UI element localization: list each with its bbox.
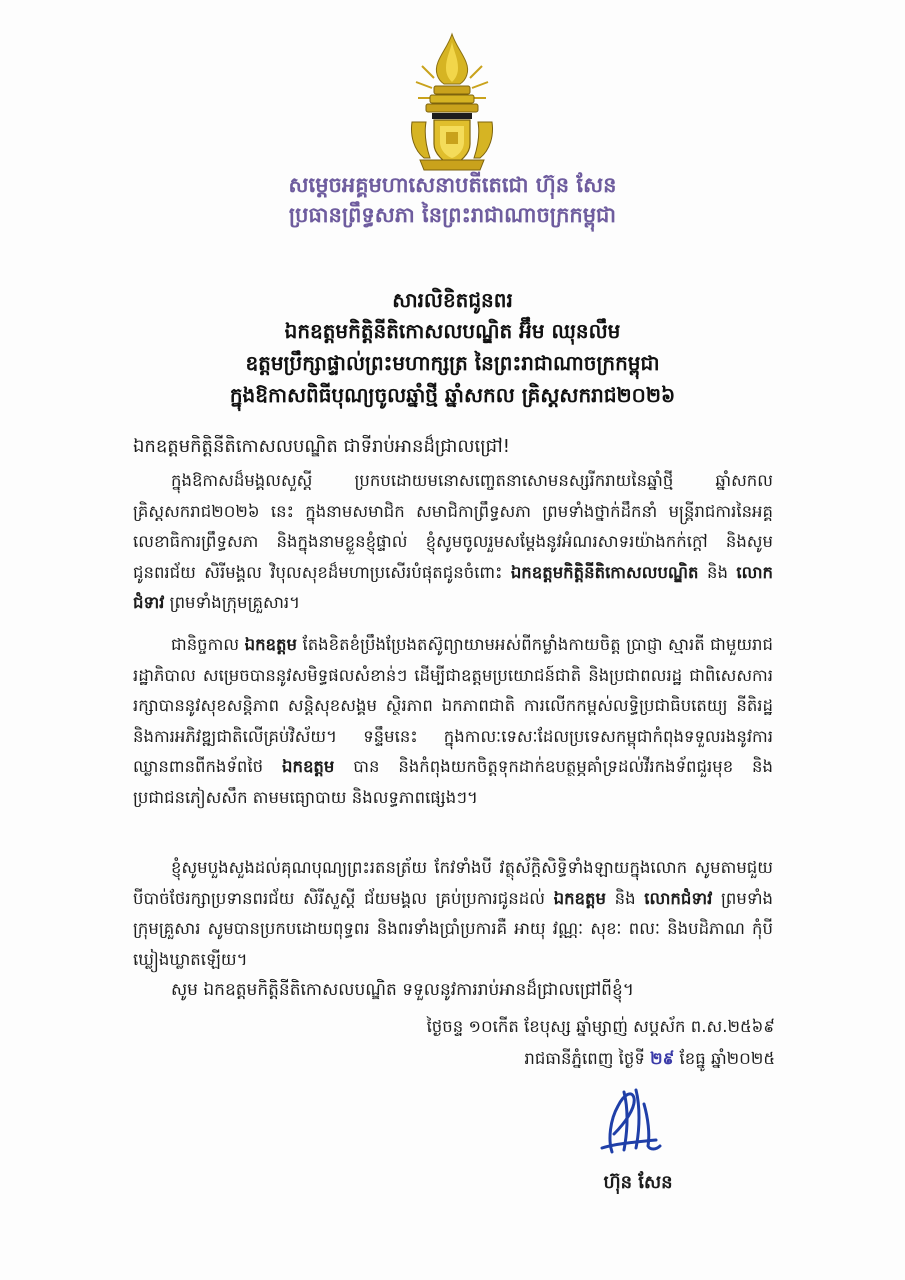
place-date-prefix: រាជធានីភ្នំពេញ ថ្ងៃទី [524,1049,645,1068]
paragraph-2-text-b: តែងខិតខំប្រឹងប្រែងតស៊ូព្យាយាមអស់ពីកម្លាំងកាយចិត្ត ប្រាជ្ញា ស្មារតី ជាមួយរាជរដ្ឋាភិបាល សម្រេចបាននូវសមិទ្ធផលសំខាន់ៗ ដើម្បីជាឧត្តមប្រយោជន៍ជាតិ និងប្រជាពលរដ្ឋ ជាពិសេសការរក្សាបាននូវសុខសន្តិភាព សន្តិសុខសង្គម ស្ថិរភាព ឯកភាពជាតិ ការលើកកម្ពស់លទ្ធិប្រជាធិបតេយ្យ នីតិរដ្ឋ និងការអភិវឌ្ឍជាតិលើគ្រប់វិស័យ។ ទន្ទឹមនេះ ក្នុងកាលៈទេសៈដែលប្រទេសកម្ពុជាកំពុងទទួលរងនូវការឈ្លានពានពីកងទ័ពថៃ [133,635,774,776]
place-date-day: ២៩ [650,1049,675,1068]
paragraph-2-bold-a: ឯកឧត្តម [244,635,297,654]
paragraph-3-text-b: និង [614,888,636,908]
recipient-name: ឯកឧត្តមកិត្តិនីតិកោសលបណ្ឌិត អ៊ឹម ឈុនលឹម [284,319,621,343]
place-date [524,1044,775,1074]
paragraph-3-bold-b: លោកជំទាវ [644,888,713,908]
closing-line: សូម ឯកឧត្តមកិត្តិនីតិកោសលបណ្ឌិត ទទួលនូវការរាប់អានដ៏ជ្រាលជ្រៅពីខ្ញុំ។ [171,980,634,1000]
salutation: ឯកឧត្តមកិត្តិនីតិកោសលបណ្ឌិត ជាទីរាប់អានដ៏ជ្រាលជ្រៅ! [133,436,510,457]
letter-title: សារលិខិតជូនពរ [392,288,513,312]
occasion-line: ក្នុងឱកាសពិធីបុណ្យចូលឆ្នាំថ្មី ឆ្នាំសកល គ្រិស្តសករាជ២០២៦ [229,383,676,407]
sender-name: សម្ដេចអគ្គមហាសេនាបតីតេជោ ហ៊ុន សែន [288,173,617,197]
paragraph-1-text-c: ព្រមទាំងក្រុមគ្រួសារ។ [169,593,301,612]
paragraph-3-text-a: ខ្ញុំសូមបួងសួងដល់គុណបុណ្យព្រះរតនត្រ័យ កែវទាំងបី វត្ថុស័ក្ដិសិទ្ធិទាំងឡាយក្នុងលោក សូមតាមជួយបីបាច់ថែរក្សាប្រទានពរជ័យ សិរីសួស្ដី ជ័យមង្គល គ្រប់ប្រការជូនដល់ [133,858,773,908]
paragraph-1-text-b: និង [706,562,728,582]
lunar-date: ថ្ងៃចន្ទ ១០កើត ខែបុស្ស ឆ្នាំម្សាញ់ សប្តស័ក ព.ស.២៥៦៩ [426,1017,775,1036]
sender-title: ប្រធានព្រឹទ្ធសភា នៃព្រះរាជាណាចក្រកម្ពុជា [288,203,617,227]
signer-name: ហ៊ុន សែន [603,1172,673,1193]
paragraph-3 [133,853,773,975]
paragraph-2-text-a: ជានិច្ចកាល [171,635,240,654]
paragraph-1-bold-a: ឯកឧត្តមកិត្តិនីតិកោសលបណ្ឌិត [510,562,699,582]
royal-emblem-icon [404,32,500,172]
handwritten-signature [594,1084,666,1158]
paragraph-2 [133,630,773,813]
paragraph-2-bold-b: ឯកឧត្តម [282,757,335,776]
paragraph-1-text-a: ក្នុងឱកាសដ៏មង្គលសួស្ដី ប្រកបដោយមនោសញ្ចេតនាសោមនស្សរីករាយនៃឆ្នាំថ្មី ឆ្នាំសកល គ្រិស្តសករាជ២០២៦ នេះ ក្នុងនាមសមាជិក សមាជិកាព្រឹទ្ធសភា ព្រមទាំងថ្នាក់ដឹកនាំ មន្ត្រីរាជការនៃអគ្គលេខាធិការព្រឹទ្ធសភា និងក្នុងនាមខ្លួនខ្ញុំផ្ទាល់ ខ្ញុំសូមចូលរួមសម្ដែងនូវអំណរសាទរយ៉ាងកក់ក្ដៅ និងសូមជូនពរជ័យ សិរីមង្គល វិបុលសុខដ៏មហាប្រសើរបំផុតជូនចំពោះ [133,471,773,582]
paragraph-1-bold-b: លោកជំទាវ [133,562,774,612]
paragraph-2-text-c: បាន និងកំពុងយកចិត្តទុកដាក់ឧបត្ថម្ភគាំទ្រដល់វីរកងទ័ពជួរមុខ និងប្រជាជនភៀសសឹក តាមមធ្យោបាយ និងលទ្ធភាពផ្សេងៗ។ [133,757,774,807]
paragraph-3-bold-a: ឯកឧត្តម [553,888,606,908]
paragraph-1 [133,466,773,619]
place-date-suffix: ខែធ្នូ ឆ្នាំ២០២៥ [679,1049,775,1068]
paragraph-3-text-c: ព្រមទាំងក្រុមគ្រួសារ សូមបានប្រកបដោយពុទ្ធពរ និងពរទាំងប្រាំប្រការគឺ អាយុ វណ្ណៈ សុខៈ ពលៈ និងបដិភាណ កុំបីឃ្លៀងឃ្លាតឡើយ។ [133,888,774,969]
recipient-position: ឧត្តមប្រឹក្សាផ្ទាល់ព្រះមហាក្សត្រ នៃព្រះរាជាណាចក្រកម្ពុជា [245,351,660,375]
